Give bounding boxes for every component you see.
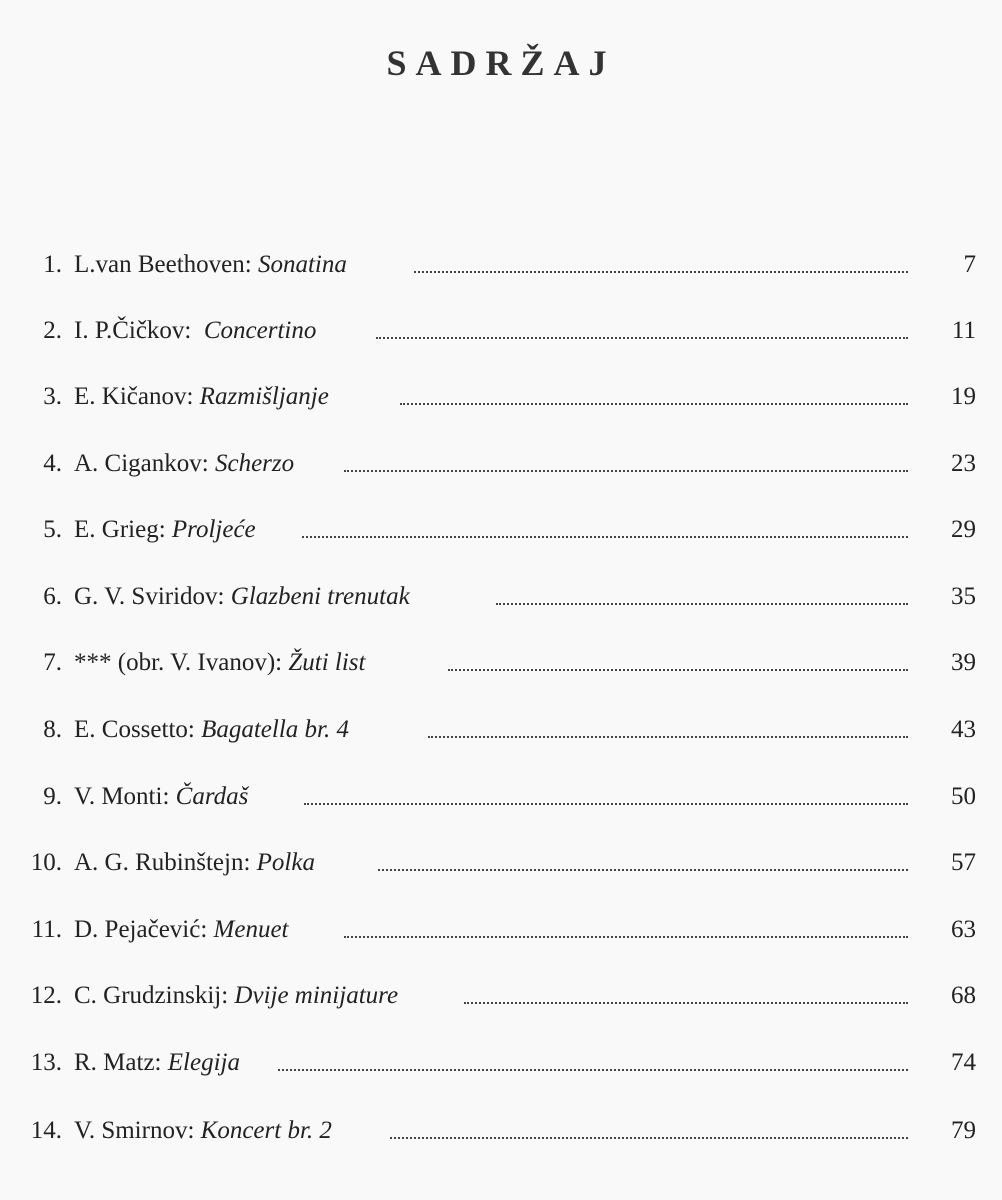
- toc-row: [0, 910, 1002, 950]
- toc-row: [0, 245, 1002, 285]
- dot-leader: [344, 936, 908, 938]
- page-title: SADRŽAJ: [386, 43, 616, 83]
- dot-leader: [378, 869, 908, 871]
- toc-number: 2.: [43, 317, 62, 344]
- dot-leader: [278, 1069, 908, 1071]
- toc-row: [0, 377, 1002, 417]
- toc-number: 3.: [43, 383, 62, 410]
- dot-leader: [304, 803, 908, 805]
- toc-page-number: 11: [951, 317, 976, 344]
- toc-row: [0, 577, 1002, 617]
- toc-entry: [74, 1043, 240, 1083]
- toc-number: 7.: [43, 649, 62, 676]
- toc-entry: [74, 910, 289, 950]
- toc-number: 6.: [43, 583, 62, 610]
- toc-number: 8.: [43, 716, 62, 743]
- toc-page-number: 57: [951, 849, 976, 876]
- toc-page-number: 29: [951, 516, 976, 543]
- toc-work-title: Polka: [256, 849, 315, 876]
- toc-row: [0, 976, 1002, 1016]
- toc-work-title: Čardaš: [175, 783, 249, 810]
- toc-page-number: 74: [951, 1049, 976, 1076]
- toc-composer: A. G. Rubinštejn:: [74, 849, 251, 876]
- toc-entry: [74, 510, 256, 550]
- toc-work-title: Glazbeni trenutak: [230, 583, 410, 610]
- dot-leader: [428, 736, 908, 738]
- toc-entry: [74, 577, 410, 617]
- toc-number: 12.: [30, 982, 62, 1009]
- toc-number: 9.: [43, 783, 62, 810]
- toc-page-number: 19: [951, 383, 976, 410]
- toc-page-number: 7: [963, 251, 976, 278]
- toc-number: 5.: [43, 516, 62, 543]
- toc-number: 4.: [43, 450, 62, 477]
- dot-leader: [302, 536, 908, 538]
- toc-row: [0, 1043, 1002, 1083]
- toc-number: 1.: [43, 251, 62, 278]
- toc-row: [0, 843, 1002, 883]
- toc-number: 13.: [30, 1049, 62, 1076]
- toc-composer: L.van Beethoven:: [74, 251, 252, 278]
- toc-number: 11.: [31, 916, 62, 943]
- toc-entry: [74, 377, 329, 417]
- toc-composer: V. Monti:: [74, 783, 170, 810]
- dot-leader: [414, 271, 908, 273]
- toc-composer: G. V. Sviridov:: [74, 583, 225, 610]
- toc-entry: [74, 1111, 332, 1151]
- toc-page-number: 35: [951, 583, 976, 610]
- toc-number: 10.: [30, 849, 62, 876]
- toc-composer: I. P.Čičkov:: [74, 317, 192, 344]
- dot-leader: [448, 669, 908, 671]
- toc-page-number: 63: [951, 916, 976, 943]
- toc-page-number: 50: [951, 783, 976, 810]
- toc-composer: V. Smirnov:: [74, 1117, 195, 1144]
- toc-composer: E. Grieg:: [74, 516, 166, 543]
- toc-entry: [74, 643, 365, 683]
- toc-work-title: Žuti list: [288, 649, 366, 676]
- toc-work-title: Razmišljanje: [199, 383, 329, 410]
- toc-composer: E. Kičanov:: [74, 383, 194, 410]
- toc-work-title: Concertino: [203, 317, 317, 344]
- toc-entry: [74, 245, 347, 285]
- toc-page-number: 68: [951, 982, 976, 1009]
- toc-row: [0, 777, 1002, 817]
- toc-composer: C. Grudzinskij:: [74, 982, 229, 1009]
- toc-composer: *** (obr. V. Ivanov):: [74, 649, 283, 676]
- toc-row: [0, 510, 1002, 550]
- toc-row: [0, 643, 1002, 683]
- toc-page-number: 79: [951, 1117, 976, 1144]
- dot-leader: [496, 603, 908, 605]
- dot-leader: [344, 470, 908, 472]
- toc-row: [0, 710, 1002, 750]
- toc-entry: [74, 311, 316, 351]
- dot-leader: [376, 337, 908, 339]
- toc-page-number: 39: [951, 649, 976, 676]
- toc-entry: [74, 976, 398, 1016]
- toc-row: [0, 1111, 1002, 1151]
- toc-number: 14.: [30, 1117, 62, 1144]
- toc-work-title: Scherzo: [214, 450, 295, 477]
- toc-entry: [74, 444, 294, 484]
- toc-work-title: Sonatina: [257, 251, 347, 278]
- toc-row: [0, 444, 1002, 484]
- toc-entry: [74, 843, 315, 883]
- dot-leader: [390, 1137, 908, 1139]
- toc-composer: A. Cigankov:: [74, 450, 209, 477]
- toc-composer: R. Matz:: [74, 1049, 162, 1076]
- toc-work-title: Elegija: [167, 1049, 240, 1076]
- toc-entry: [74, 777, 248, 817]
- toc-composer: E. Cossetto:: [74, 716, 195, 743]
- toc-work-title: Menuet: [213, 916, 289, 943]
- dot-leader: [400, 403, 908, 405]
- dot-leader: [464, 1002, 908, 1004]
- toc-page-number: 23: [951, 450, 976, 477]
- toc-work-title: Koncert br. 2: [200, 1117, 332, 1144]
- toc-work-title: Proljeće: [171, 516, 256, 543]
- toc-work-title: Dvije minijature: [234, 982, 399, 1009]
- toc-work-title: Bagatella br. 4: [201, 716, 350, 743]
- toc-entry: [74, 710, 349, 750]
- toc-page-number: 43: [951, 716, 976, 743]
- toc-composer: D. Pejačević:: [74, 916, 208, 943]
- toc-row: [0, 311, 1002, 351]
